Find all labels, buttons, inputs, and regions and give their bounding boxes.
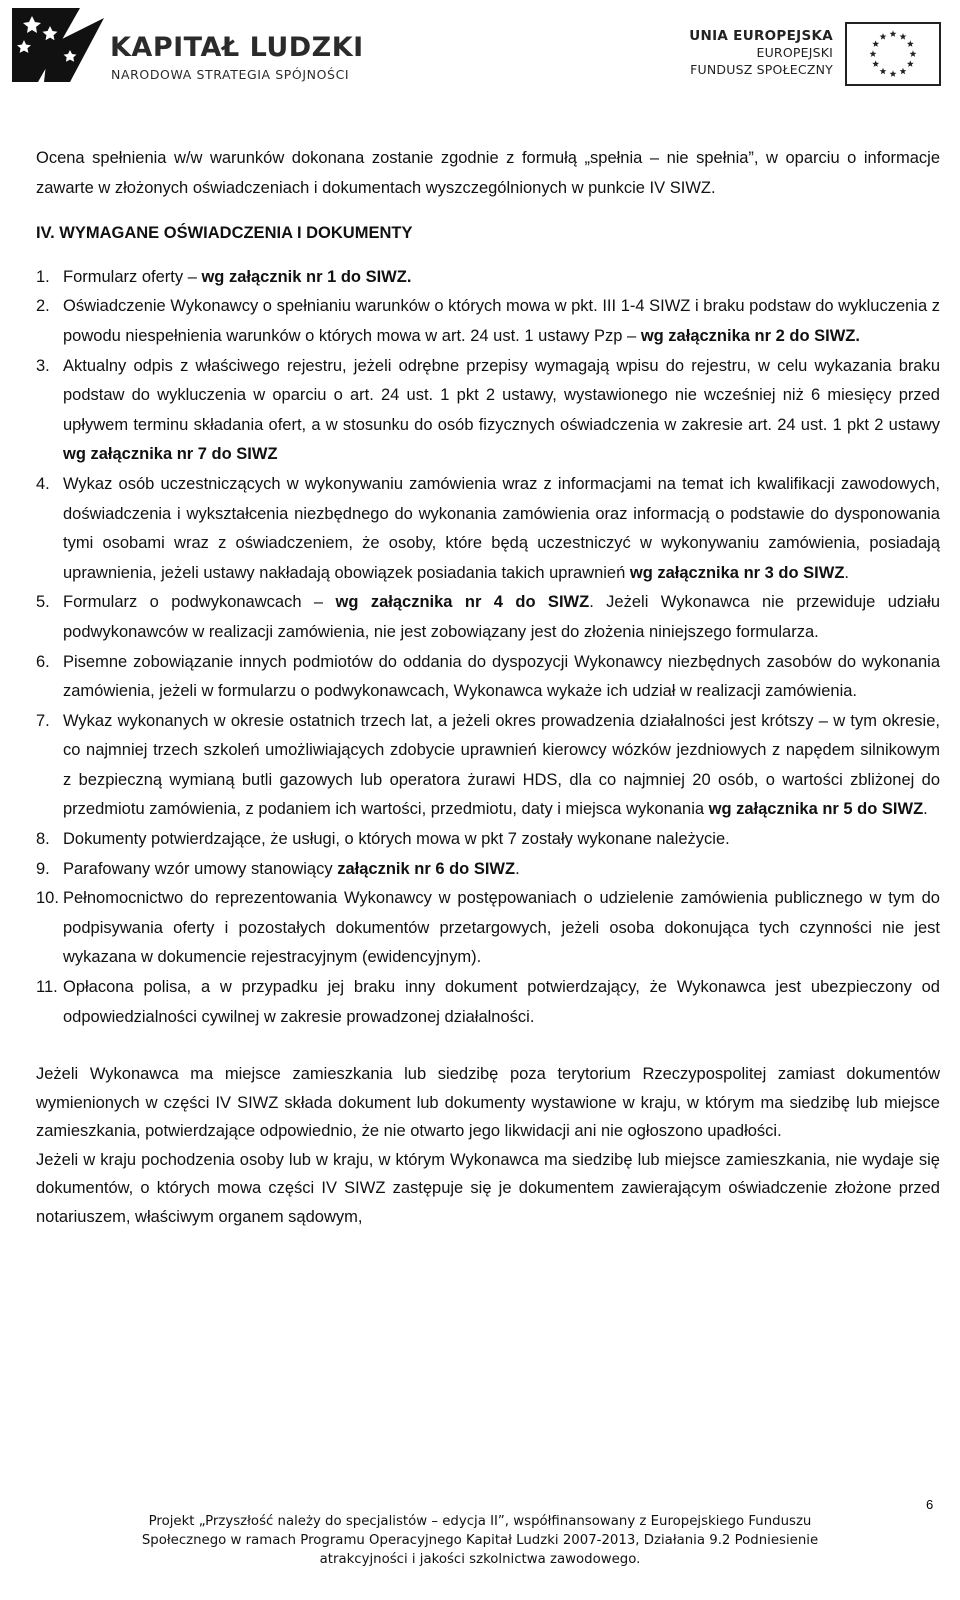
intro-paragraph: Ocena spełnienia w/w warunków dokonana zostanie zgodnie z formułą „spełnia – nie spełnia”, w oparciu o informacje zawarte w złożonych oświadczeniach i dokumentach wyszczególnionych w punkcie IV SIWZ. (36, 149, 940, 197)
list-item (36, 470, 940, 588)
list-item (36, 825, 940, 855)
kapital-ludzki-logo-icon (10, 6, 106, 84)
item-number: 3. (36, 356, 50, 375)
footer-line-3: atrakcyjności i jakości szkolnictwa zawodowego. (319, 1552, 641, 1567)
document-body (36, 144, 940, 1231)
item-attachment-ref: wg załącznika nr 2 do SIWZ (640, 326, 856, 345)
list-item (36, 292, 940, 351)
list-item (36, 855, 940, 885)
item-tail: . (923, 800, 928, 819)
eu-logo-text (689, 28, 833, 78)
list-item (36, 884, 940, 973)
item-text: Pisemne zobowiązanie innych podmiotów do oddania do dyspozycji Wykonawcy niezbędnych zasobów do wykonania zamówienia, jeżeli w formularzu o podwykonawcach, Wykonawca wykaże ich udział w realizacji zamówienia. (63, 652, 940, 701)
requirements-list (36, 263, 940, 1032)
item-text: Wykaz osób uczestniczących w wykonywaniu zamówienia wraz z informacjami na temat ich kwalifikacji zawodowych, doświadczenia i wykształcenia niezbędnego do wykonania zamówienia oraz informacją o podstawie do dysponowania tymi osobami wraz z oświadczeniem, że osoby, które będą uczestniczyć w wykonywaniu zamówienia, posiadają uprawnienia, jeżeli ustawy nakładają obowiązek posiadania takich uprawnień (63, 474, 940, 582)
page-header (0, 0, 960, 100)
closing-paragraph-2: Jeżeli w kraju pochodzenia osoby lub w kraju, w którym Wykonawca ma siedzibę lub miejsce zamieszkania, nie wydaje się dokumentów, o których mowa części IV SIWZ zastępuje się je dokumentem zawierającym oświadczenie złożone przed notariuszem, właściwym organem sądowym, (36, 1150, 940, 1226)
item-number: 4. (36, 474, 50, 493)
item-attachment-ref: wg załącznika nr 7 do SIWZ (63, 445, 278, 464)
item-tail: . (406, 267, 412, 286)
item-attachment-ref: wg załącznik nr 1 do SIWZ (201, 267, 407, 286)
item-text: Formularz oferty – (63, 267, 202, 286)
eu-flag-icon (845, 22, 941, 86)
item-attachment-ref: wg załącznika nr 5 do SIWZ (708, 800, 924, 819)
item-attachment-ref: wg załącznika nr 3 do SIWZ (629, 563, 845, 582)
kapital-ludzki-subtitle: NARODOWA STRATEGIA SPÓJNOŚCI (111, 67, 350, 82)
list-item (36, 263, 940, 293)
footer-line-2: Społecznego w ramach Programu Operacyjnego Kapitał Ludzki 2007-2013, Działania 9.2 Podniesienie (141, 1533, 819, 1548)
item-text: Pełnomocnictwo do reprezentowania Wykonawcy w postępowaniach o udzielenie zamówienia publicznego w tym do podpisywania oferty i pozostałych dokumentów przetargowych, jeżeli osoba dokonująca tych czynności nie jest wykazana w dokumencie rejestracyjnym (ewidencyjnym). (63, 889, 940, 967)
page-footer (70, 1512, 890, 1569)
item-number: 11. (36, 978, 58, 997)
list-item (36, 352, 940, 470)
item-number: 6. (36, 652, 50, 671)
item-attachment-ref: wg załącznika nr 4 do SIWZ (335, 593, 590, 612)
item-text: Wykaz wykonanych w okresie ostatnich trzech lat, a jeżeli okres prowadzenia działalności jest krótszy – w tym okresie, co najmniej trzech szkoleń umożliwiających zdobycie uprawnień kierowcy wózków jezdniowych z napędem silnikowym z bezpieczną wymianą butli gazowych lub operatora żurawi HDS, dla co najmniej 20 osób, o wartości zbliżonej do przedmiotu zamówienia, z podaniem ich wartości, przedmiotu, daty i miejsca wykonania (63, 711, 940, 819)
item-tail: . (515, 859, 520, 878)
list-item (36, 973, 940, 1032)
item-number: 8. (36, 830, 50, 849)
eu-line-1: UNIA EUROPEJSKA (689, 28, 833, 44)
kapital-ludzki-title: KAPITAŁ LUDZKI (110, 32, 364, 63)
item-text: Formularz o podwykonawcach – (63, 593, 336, 612)
eu-line-3: FUNDUSZ SPOŁECZNY (690, 62, 833, 77)
list-item (36, 707, 940, 825)
item-number: 9. (36, 859, 50, 878)
list-item (36, 588, 940, 647)
page-number: 6 (926, 1497, 934, 1512)
item-tail: . (855, 326, 860, 345)
item-number: 2. (36, 297, 50, 316)
item-number: 10. (36, 889, 59, 908)
closing-paragraph-1: Jeżeli Wykonawca ma miejsce zamieszkania lub siedzibę poza terytorium Rzeczypospolitej zamiast dokumentów wymienionych w części IV SIWZ składa dokument lub dokumenty wystawione w kraju, w którym ma siedzibę lub miejsce zamieszkania, potwierdzające odpowiednio, że nie otwarto jego likwidacji ani nie ogłoszono upadłości. (36, 1065, 940, 1141)
eu-line-2: EUROPEJSKI (756, 45, 833, 60)
footer-line-1: Projekt „Przyszłość należy do specjalistów – edycja II”, współfinansowany z Europejskiego Funduszu (148, 1514, 812, 1529)
item-number: 1. (36, 267, 50, 286)
item-text: Opłacona polisa, a w przypadku jej braku inny dokument potwierdzający, że Wykonawca jest ubezpieczony od odpowiedzialności cywilnej w zakresie prowadzonej działalności. (63, 978, 940, 1026)
item-attachment-ref: załącznik nr 6 do SIWZ (337, 859, 516, 878)
section-heading: IV. WYMAGANE OŚWIADCZENIA I DOKUMENTY (36, 224, 413, 243)
item-text: Aktualny odpis z właściwego rejestru, jeżeli odrębne przepisy wymagają wpisu do rejestru, w celu wykazania braku podstaw do wykluczenia w oparciu o art. 24 ust. 1 pkt 2 ustawy, wystawionego nie wcześniej niż 6 miesięcy przed upływem terminu składania ofert, a w stosunku do osób fizycznych oświadczenia w zakresie art. 24 ust. 1 pkt 2 ustawy (63, 356, 940, 434)
item-number: 5. (36, 593, 50, 612)
item-text: Dokumenty potwierdzające, że usługi, o których mowa w pkt 7 zostały wykonane należycie. (63, 830, 730, 849)
item-text: Oświadczenie Wykonawcy o spełnianiu warunków o których mowa w pkt. III 1-4 SIWZ i braku podstaw do wykluczenia z powodu niespełnienia warunków o których mowa w art. 24 ust. 1 ustawy Pzp – (63, 297, 940, 345)
item-text: Parafowany wzór umowy stanowiący (63, 859, 338, 878)
item-number: 7. (36, 711, 50, 730)
list-item (36, 648, 940, 707)
item-tail: . Jeżeli Wykonawca nie przewiduje udziału podwykonawców w realizacji zamówienia, nie jest zobowiązany jest do złożenia niniejszego formularza. (63, 593, 940, 641)
item-tail: . (844, 563, 849, 582)
